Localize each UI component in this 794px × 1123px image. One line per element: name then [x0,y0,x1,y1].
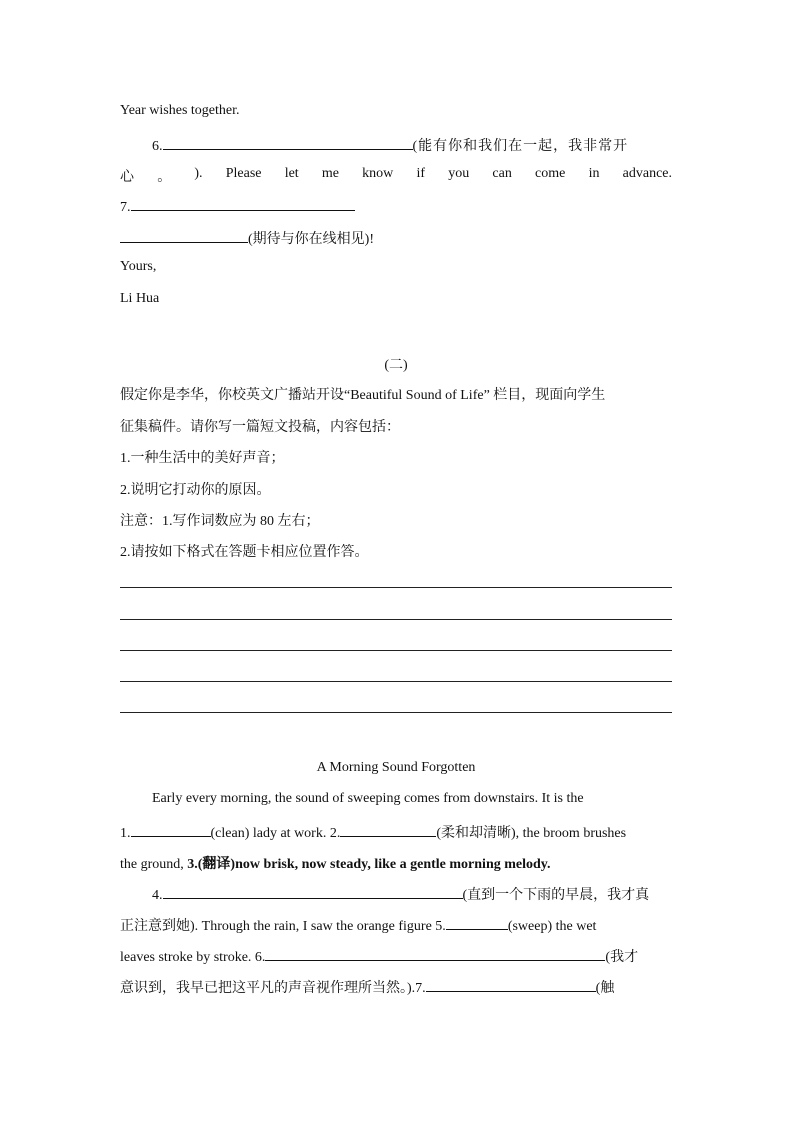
item-2-blank[interactable] [340,823,436,837]
item-1-number: 1. [120,826,131,841]
word: can [492,166,512,181]
word: in [588,166,600,181]
word: you [448,166,470,181]
essay-line-7 [120,977,614,997]
item-6-number: 6. [152,139,163,154]
item-3-translation-sentence: 3.(翻译)now brisk, now steady, like a gentle morning melody. [187,857,551,872]
essay-line-1: Early every morning, the sound of sweeping comes from downstairs. It is the [152,791,584,806]
answer-line[interactable] [120,681,672,682]
letter-signature: Li Hua [120,291,160,306]
prompt-line-2: 征集稿件。请你写一篇短文投稿，内容包括： [120,420,400,435]
essay-line-2 [120,822,626,842]
word: advance. [622,166,672,181]
item-7-chinese-hint: (触 [595,981,615,996]
item-1-blank[interactable] [131,823,211,837]
essay-line-5 [120,915,596,935]
essay-text: 意识到，我早已把这平凡的声音视作理所当然。).7. [120,981,426,996]
letter-item-6 [152,135,628,155]
prompt-point-1: 1.一种生活中的美好声音； [120,451,285,466]
answer-line[interactable] [120,712,672,713]
word: come [535,166,566,181]
item-7-blank-1[interactable] [131,197,355,211]
prompt-line-1: 假定你是李华，你校英文广播站开设“Beautiful Sound of Life” 栏目，现面向学生 [120,388,606,403]
word: if [416,166,426,181]
essay-text: (sweep) the wet [507,919,597,934]
essay-line-6 [120,946,638,966]
essay-line-4 [152,884,649,904]
word: let [284,166,299,181]
answer-line[interactable] [120,587,672,588]
word: Please [225,166,262,181]
essay-line-3 [120,853,551,873]
item-6-chinese-hint: (能有你和我们在一起，我非常开 [412,139,629,154]
letter-item-7 [120,197,355,216]
letter-closing: Yours, [120,259,157,274]
essay-text: the ground, [120,857,184,872]
note-2: 2.请按如下格式在答题卡相应位置作答。 [120,545,369,560]
item-4-number: 4. [152,888,163,903]
item-7-chinese-hint: (期待与你在线相见)! [248,232,374,247]
item-7-essay-blank[interactable] [426,978,596,992]
essay-text: (clean) lady at work. 2. [210,826,341,841]
item-4-blank[interactable] [163,885,463,899]
essay-text: 正注意到她). Through the rain, I saw the orange figure 5. [120,919,446,934]
letter-item-7-cont [120,228,374,248]
letter-line-1: Year wishes together. [120,103,240,118]
word: me [321,166,339,181]
item-6-chinese-hint: (我才 [605,950,639,965]
prompt-point-2: 2.说明它打动你的原因。 [120,483,271,498]
note-1: 注意：1.写作词数应为 80 左右； [120,514,320,529]
item-7-blank-2[interactable] [120,229,248,243]
word: 。 [157,170,172,185]
answer-line[interactable] [120,650,672,651]
item-6-blank[interactable] [163,136,413,150]
answer-line[interactable] [120,619,672,620]
section-heading: (二) [384,358,408,373]
essay-text: (柔和却清晰), the broom brushes [436,826,627,841]
essay-text: leaves stroke by stroke. 6. [120,950,266,965]
item-6-essay-blank[interactable] [265,947,605,961]
word: 心 [120,170,134,185]
item-4-chinese-hint: (直到一个下雨的早晨，我才真 [462,888,650,903]
essay-title: A Morning Sound Forgotten [316,760,476,775]
item-5-blank[interactable] [446,916,508,930]
word: ). [194,166,203,181]
letter-line-3 [120,166,672,186]
item-7-number: 7. [120,200,131,215]
word: know [362,166,394,181]
